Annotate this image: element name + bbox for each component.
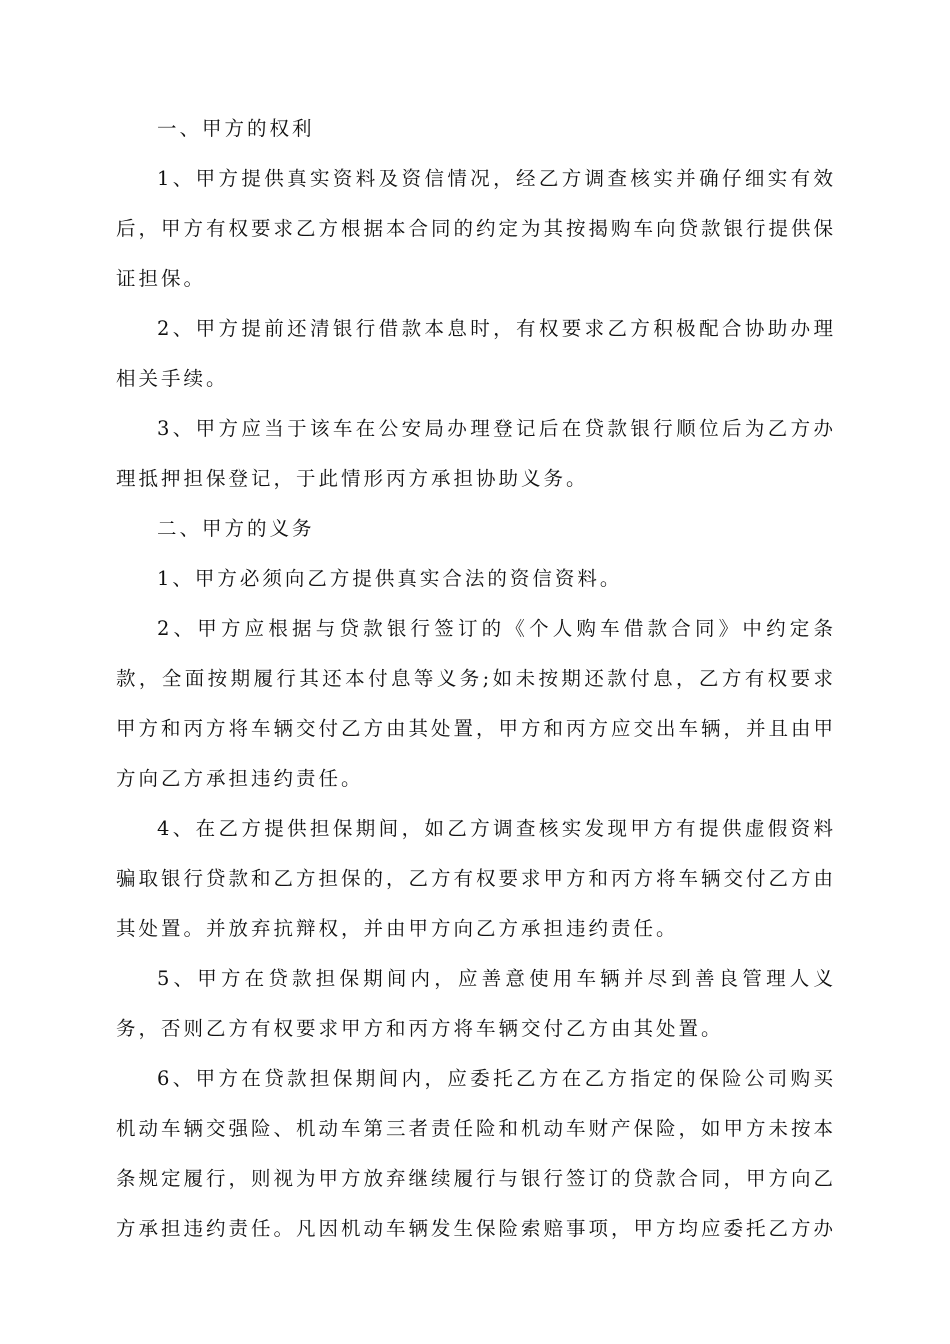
- paragraph: 6、甲方在贷款担保期间内，应委托乙方在乙方指定的保险公司购买机动车辆交强险、机动车第三者责任险和机动车财产保险，如甲方未按本条规定履行，则视为甲方放弃继续履行与银行签订的贷款合同，甲方向乙方承担违约责任。凡因机动车辆发生保险索赔事项，甲方均应委托乙方办: [116, 1067, 837, 1240]
- paragraph: 3、甲方应当于该车在公安局办理登记后在贷款银行顺位后为乙方办理抵押担保登记，于此情形丙方承担协助义务。: [116, 417, 836, 490]
- document-body: [116, 104, 836, 1254]
- section-heading-obligations: 二、甲方的义务: [156, 517, 315, 540]
- paragraph: 2、甲方提前还清银行借款本息时，有权要求乙方积极配合协助办理相关手续。: [116, 317, 836, 390]
- paragraph: 1、甲方提供真实资料及资信情况，经乙方调查核实并确仔细实有效后，甲方有权要求乙方根据本合同的约定为其按揭购车向贷款银行提供保证担保。: [116, 167, 837, 290]
- paragraph: 2、甲方应根据与贷款银行签订的《个人购车借款合同》中约定条款，全面按期履行其还本付息等义务;如未按期还款付息，乙方有权要求甲方和丙方将车辆交付乙方由其处置，甲方和丙方应交出车辆，并且由甲方向乙方承担违约责任。: [116, 617, 837, 790]
- paragraph: 5、甲方在贷款担保期间内，应善意使用车辆并尽到善良管理人义务，否则乙方有权要求甲方和丙方将车辆交付乙方由其处置。: [116, 967, 836, 1040]
- section-heading-rights: 一、甲方的权利: [156, 117, 315, 140]
- paragraph: 4、在乙方提供担保期间，如乙方调查核实发现甲方有提供虚假资料骗取银行贷款和乙方担保的，乙方有权要求甲方和丙方将车辆交付乙方由其处置。并放弃抗辩权，并由甲方向乙方承担违约责任。: [116, 817, 837, 940]
- paragraph: 1、甲方必须向乙方提供真实合法的资信资料。: [156, 567, 623, 590]
